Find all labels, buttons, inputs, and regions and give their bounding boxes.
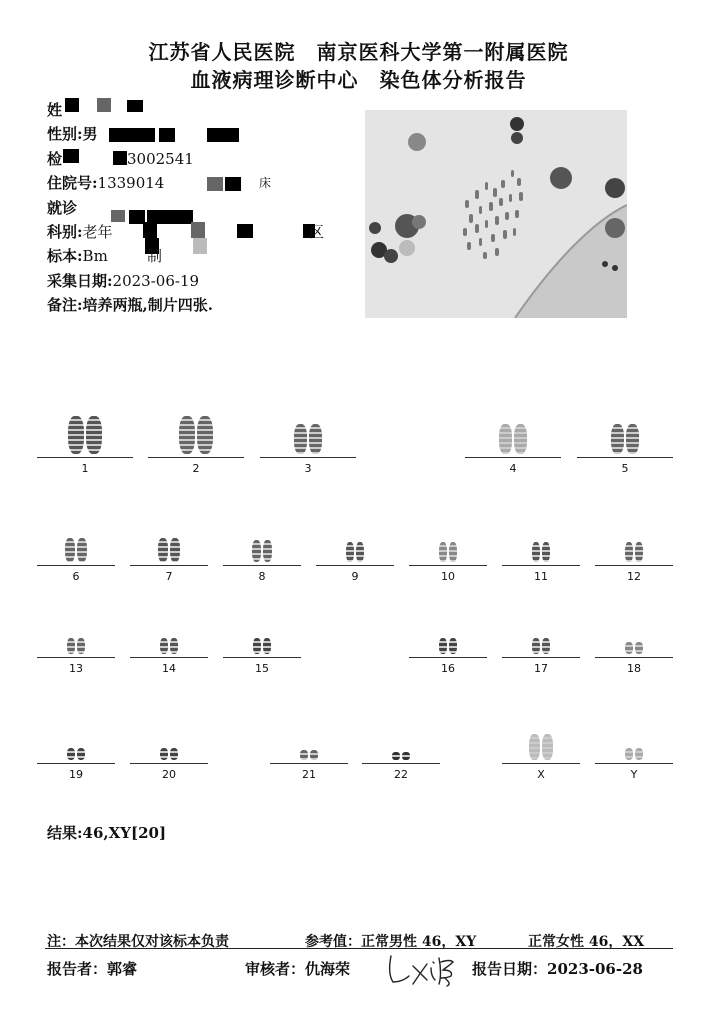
chromosome (626, 424, 639, 454)
chromosome-pair (595, 526, 673, 566)
name-row (47, 98, 347, 122)
chromosome (625, 748, 633, 760)
handwritten-signature (383, 948, 463, 988)
chromosome (439, 542, 447, 562)
chromosome-pair (409, 618, 487, 658)
chromosome-number: 4 (509, 462, 517, 475)
redaction (207, 177, 223, 191)
pair-baseline (223, 657, 301, 658)
chromosome-pair (465, 418, 561, 458)
reference-male: 正常男性 46，XY (361, 934, 477, 950)
chromosome (67, 748, 75, 760)
pair-baseline (37, 763, 115, 764)
chromosome (611, 424, 624, 454)
pair-baseline (409, 565, 487, 566)
inpatient-value: 1339014 (97, 174, 165, 193)
chromosome-pair (409, 526, 487, 566)
specimen-suffix: 制 (147, 247, 163, 266)
pair-baseline (465, 457, 561, 458)
chromosome-pair (595, 724, 673, 764)
chromosome (252, 540, 261, 562)
chromosome-number: 17 (534, 662, 548, 675)
chromosome-pair (37, 418, 133, 458)
chromosome (625, 542, 633, 562)
chromosome-number: 1 (81, 462, 89, 475)
chromosome-number: 15 (255, 662, 269, 675)
pair-baseline (260, 457, 356, 458)
exam-value: 3002541 (127, 149, 194, 168)
collect-label: 采集日期: (47, 271, 113, 290)
redaction (113, 151, 127, 165)
chromosome-pair (595, 618, 673, 658)
exam-row (47, 147, 347, 171)
chromosome-pair (37, 724, 115, 764)
chromosome (635, 542, 643, 562)
chromosome (253, 638, 261, 654)
chromosome (86, 416, 102, 454)
chromosome-number: 3 (304, 462, 312, 475)
pair-baseline (577, 457, 673, 458)
chromosome-pair (270, 724, 348, 764)
chromosome-pair (260, 418, 356, 458)
collect-date: 2023-06-19 (112, 271, 200, 290)
chromosome (77, 748, 85, 760)
specimen-row (47, 244, 347, 268)
chromosome (197, 416, 213, 454)
chromosome (68, 416, 84, 454)
result-label: 结果: (47, 824, 83, 842)
remark-label: 备注: (47, 296, 83, 315)
chromosome (449, 542, 457, 562)
chromosome (542, 734, 553, 760)
chromosome-pair (362, 724, 440, 764)
chromosome-number: 19 (69, 768, 83, 781)
chromosome (635, 748, 643, 760)
reference-female: 正常女性 46，XX (528, 934, 645, 950)
report-date-value: 2023-06-28 (547, 960, 643, 978)
chromosome-pair (130, 618, 208, 658)
chromosome (529, 734, 540, 760)
chromosome (263, 540, 272, 562)
report-date (472, 958, 643, 979)
remark-value: 培养两瓶,制片四张. (82, 296, 213, 315)
chromosome-number: 13 (69, 662, 83, 675)
chromosome-number: 16 (441, 662, 455, 675)
inpatient-label: 住院号: (47, 174, 98, 193)
sex-row (47, 122, 347, 146)
pair-baseline (37, 657, 115, 658)
chromosome-number: 9 (351, 570, 359, 583)
chromosome-number: 20 (162, 768, 176, 781)
chromosome (514, 424, 527, 454)
redaction (207, 128, 239, 142)
pair-baseline (130, 657, 208, 658)
redaction (191, 222, 205, 238)
reviewer-label: 审核者： (245, 960, 306, 978)
hospital-title: 江苏省人民医院 南京医科大学第一附属医院 (148, 40, 569, 64)
disclaimer-note: 注：本次结果仅对该标本负责 (47, 934, 229, 950)
chromosome-number: 11 (534, 570, 548, 583)
patient-info (47, 98, 347, 318)
redaction (143, 222, 157, 238)
collect-row (47, 269, 347, 293)
chromosome-number: 22 (394, 768, 408, 781)
pair-baseline (502, 565, 580, 566)
chromosome (310, 750, 318, 760)
reviewer-name: 仇海荣 (305, 960, 351, 978)
redaction (193, 238, 207, 254)
chromosome-pair (316, 526, 394, 566)
chromosome (439, 638, 447, 654)
chromosome-number: Y (630, 768, 638, 781)
metaphase-micrograph (365, 110, 627, 318)
inpatient-suffix: 床 (259, 176, 272, 191)
sex-label: 性别:男 (47, 125, 98, 144)
inpatient-row (47, 171, 347, 195)
dept-value: 老年 (82, 222, 113, 241)
visit-row (47, 196, 347, 220)
pair-baseline (148, 457, 244, 458)
chromosome (499, 424, 512, 454)
pair-baseline (362, 763, 440, 764)
chromosome-pair (502, 724, 580, 764)
visit-label: 就诊 (47, 198, 78, 217)
pair-baseline (37, 565, 115, 566)
chromosome-number: 7 (165, 570, 173, 583)
redaction (159, 128, 175, 142)
chromosome-number: 14 (162, 662, 176, 675)
pair-baseline (595, 763, 673, 764)
redaction (63, 149, 79, 163)
exam-label: 检 (47, 149, 63, 168)
chromosome (179, 416, 195, 454)
chromosome (532, 638, 540, 654)
report-date-label: 报告日期： (472, 960, 548, 978)
chromosome (170, 638, 178, 654)
chromosome-pair (130, 526, 208, 566)
chromosome (635, 642, 643, 654)
chromosome (449, 638, 457, 654)
redaction (225, 177, 241, 191)
report-title: 血液病理诊断中心 染色体分析报告 (190, 68, 527, 92)
pair-baseline (409, 657, 487, 658)
chromosome (356, 542, 364, 562)
pair-baseline (130, 763, 208, 764)
metaphase-image (365, 110, 627, 318)
result (47, 822, 166, 843)
chromosome (170, 538, 180, 562)
chromosome-pair (37, 526, 115, 566)
reviewer (245, 958, 350, 979)
chromosome (294, 424, 307, 454)
redaction (127, 100, 143, 112)
chromosome (170, 748, 178, 760)
chromosome (542, 638, 550, 654)
chromosome (300, 750, 308, 760)
chromosome-number: 12 (627, 570, 641, 583)
chromosome (392, 752, 400, 760)
pair-baseline (595, 565, 673, 566)
chromosome-number: 8 (258, 570, 266, 583)
chromosome-number: 10 (441, 570, 455, 583)
chromosome (67, 638, 75, 654)
chromosome-number: 5 (621, 462, 629, 475)
chromosome-pair (502, 526, 580, 566)
chromosome (77, 538, 87, 562)
dept-suffix: 区 (309, 222, 325, 241)
pair-baseline (37, 457, 133, 458)
reporter-label: 报告者： (47, 960, 108, 978)
redaction (97, 98, 111, 112)
chromosome (160, 748, 168, 760)
chromosome (532, 542, 540, 562)
pair-baseline (270, 763, 348, 764)
pair-baseline (130, 565, 208, 566)
chromosome (77, 638, 85, 654)
pair-baseline (502, 763, 580, 764)
chromosome-pair (577, 418, 673, 458)
redaction (237, 224, 253, 238)
remark-row (47, 293, 347, 317)
chromosome (346, 542, 354, 562)
chromosome-pair (130, 724, 208, 764)
name-label: 姓 (47, 101, 63, 119)
specimen-label: 标本: (47, 247, 83, 266)
chromosome (158, 538, 168, 562)
chromosome (160, 638, 168, 654)
footer-divider (45, 948, 673, 949)
chromosome (625, 642, 633, 654)
chromosome-number: 21 (302, 768, 316, 781)
pair-baseline (316, 565, 394, 566)
chromosome-number: 2 (192, 462, 200, 475)
chromosome-number: X (537, 768, 545, 781)
chromosome-pair (37, 618, 115, 658)
chromosome (402, 752, 410, 760)
chromosome-pair (148, 418, 244, 458)
reference-label: 参考值： (305, 934, 361, 950)
pair-baseline (223, 565, 301, 566)
result-value: 46,XY[20] (82, 824, 167, 842)
chromosome (542, 542, 550, 562)
chromosome (263, 638, 271, 654)
chromosome (65, 538, 75, 562)
chromosome-number: 18 (627, 662, 641, 675)
chromosome (309, 424, 322, 454)
dept-label: 科别: (47, 222, 83, 241)
chromosome-number: 6 (72, 570, 80, 583)
specimen-value: Bm (82, 247, 108, 266)
pair-baseline (502, 657, 580, 658)
chromosome-pair (223, 618, 301, 658)
redaction (109, 128, 155, 142)
reporter (47, 958, 137, 979)
redaction (65, 98, 79, 112)
reporter-name: 郭睿 (107, 960, 138, 978)
chromosome-pair (502, 618, 580, 658)
pair-baseline (595, 657, 673, 658)
chromosome-pair (223, 526, 301, 566)
